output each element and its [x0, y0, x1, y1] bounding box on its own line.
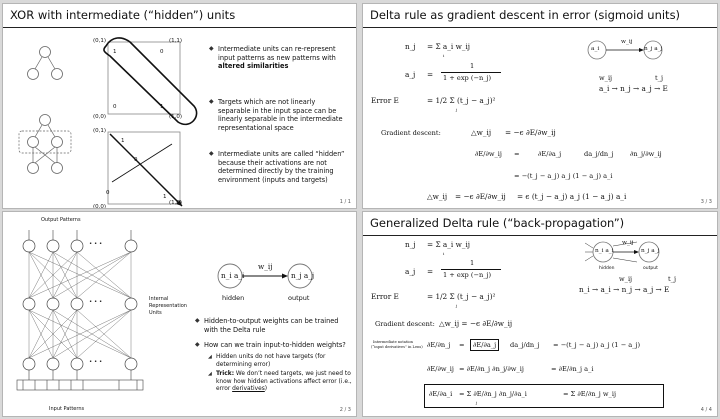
deriv-sigmoid: da_j/dn_j	[584, 150, 614, 158]
slide-xor-hidden-units[interactable]	[2, 3, 357, 209]
bullet-text: Intermediate units can re-represent input patterns as new patterns with	[218, 45, 336, 62]
eq-net-sum: Σ a_i w_ij	[435, 240, 471, 249]
xor-input-space-plot	[98, 32, 208, 112]
input-dots: • • •	[89, 359, 103, 365]
bullet-icon: ◆	[209, 150, 214, 157]
chain-e: E	[662, 84, 668, 93]
target-value: 0	[106, 190, 110, 196]
hidden-label: hidden	[599, 266, 615, 271]
r3-lhs: ∂E/∂a_i	[429, 390, 453, 398]
subbullet-icon: ◢	[208, 354, 212, 360]
eq-act-den: 1 + exp (−n_j)	[443, 74, 492, 82]
target-value: 1	[160, 104, 164, 110]
corner-label: (0,0)	[93, 204, 107, 209]
bullet-icon: ◆	[209, 45, 214, 52]
eq-err-sum: Σ (t_j − a_j)²	[449, 292, 496, 301]
output-label: output	[288, 294, 310, 302]
r2-mid: = ∂E/∂n_j ∂n_j/∂w_ij	[459, 365, 524, 373]
hidden-label: hidden	[222, 294, 245, 302]
unit-j: n_j a_j	[644, 46, 663, 52]
bullet-text: Hidden-to-output weights can be trained with the Delta rule	[204, 317, 339, 334]
weight-label: w_ij	[621, 39, 633, 45]
slide-hidden-training[interactable]	[2, 211, 357, 417]
corner-label: (1,1)	[169, 38, 183, 44]
chain-aj: a_j	[641, 84, 652, 93]
deriv-error: ∂E/∂a_j	[538, 150, 562, 158]
gd-rhs: = −ϵ ∂E/∂w_ij	[505, 128, 556, 137]
r1-box: ∂E/∂a_j	[470, 339, 499, 351]
chain-e: E	[663, 285, 670, 294]
eq-err-lhs: Error E	[371, 96, 399, 105]
final-lhs: △w_ij	[427, 192, 448, 201]
bullet-delta-rule	[195, 317, 352, 334]
final-mid: = −ϵ ∂E/∂w_ij	[455, 192, 506, 201]
eq-net-sum: Σ a_i w_ij	[435, 42, 471, 51]
subbullet-end: )	[264, 386, 268, 392]
eq-net-rhs: = Σ a_i w_ij	[427, 42, 471, 51]
r2-rhs: = ∂E/∂n_j a_i	[551, 365, 594, 373]
eq-act-eq: =	[427, 267, 434, 276]
target-value: 0	[113, 104, 117, 110]
eq-err-rhs: = 1/2 Σ (t_j − a_j)²	[427, 96, 496, 105]
gd-rhs: △w_ij = −ϵ ∂E/∂w_ij	[439, 319, 513, 328]
input-patterns-label: Input Patterns	[49, 406, 85, 412]
page-number: 2 / 3	[339, 407, 351, 413]
deriv-line2: = −(t_j − a_j) a_j (1 − a_j) a_i	[514, 172, 613, 180]
corner-label: (0,0)	[93, 114, 107, 120]
chain-ai: a_i	[600, 285, 611, 294]
bullet-icon: ◆	[195, 317, 200, 324]
output-label: output	[643, 266, 658, 271]
eq-act-num: 1	[470, 62, 475, 70]
r1-rhs: = −(t_j − a_j) a_j (1 − a_j)	[553, 341, 641, 349]
eq-err-sub: j	[456, 107, 458, 112]
chain-weight: w_ij	[619, 275, 633, 283]
chain-weight: w_ij	[599, 74, 613, 82]
subbullet-text: We don’t need targets, we just need to know how hidden activations affect error (i.e., error	[216, 371, 352, 392]
unit-i: n_i a_i	[595, 248, 614, 254]
gd-label: Gradient descent:	[375, 320, 435, 328]
gd-lhs: △w_ij	[471, 128, 492, 137]
eq-err-rhs: = 1/2 Σ (t_j − a_j)²	[427, 292, 496, 301]
bullet-train-question	[195, 341, 352, 350]
bullet-icon: ◆	[195, 341, 200, 348]
target-value: 0	[160, 49, 164, 55]
derivatives-link[interactable]: derivatives	[232, 386, 265, 392]
unit-j: n_j a_j	[641, 248, 660, 254]
subbullet-no-targets	[208, 354, 352, 369]
bullet-altered-similarities	[209, 45, 348, 71]
eq-net-lhs: n_j	[405, 240, 416, 249]
eq-err-sub: j	[456, 303, 458, 308]
subbullet-text: Hidden units do not have targets (for determining error)	[216, 354, 326, 368]
eq-net-sub: i	[443, 53, 445, 58]
slide-backprop[interactable]	[362, 211, 718, 417]
output-dots: • • •	[89, 241, 103, 247]
slide-title: XOR with intermediate (“hidden”) units	[3, 4, 356, 28]
eq-act-lhs: a_j	[405, 267, 416, 276]
bullet-text: How can we train input-to-hidden weights?	[204, 341, 346, 349]
slide-title: Delta rule as gradient descent in error (sigmoid units)	[363, 4, 717, 28]
hidden-dots: • • •	[89, 299, 103, 305]
eq-net-lhs: n_j	[405, 42, 416, 51]
target-value: 1	[163, 194, 167, 200]
deriv-total: ∂E/∂w_ij	[475, 150, 502, 158]
bullet-hidden-definition	[209, 150, 348, 184]
r1-eq: =	[459, 341, 465, 349]
unit-i: a_i	[591, 46, 600, 52]
corner-label: (0,1)	[93, 38, 107, 44]
slide-title: Generalized Delta rule (“back-propagation”)	[363, 212, 717, 236]
corner-label: (1,0)	[169, 200, 183, 206]
eq-net-rhs: = Σ a_i w_ij	[427, 240, 471, 249]
bullet-text: Targets which are not linearly separable in the input space can be linearly separable in the intermediate representational space	[218, 98, 343, 132]
chain-ni: n_i	[579, 285, 590, 294]
eq-act-eq: =	[427, 70, 434, 79]
eq-err-half: 1/2	[435, 292, 448, 301]
chain-nj: n_j	[621, 285, 633, 294]
chain-aj: a_j	[642, 285, 654, 294]
corner-label: (1,0)	[169, 114, 183, 120]
r2-lhs: ∂E/∂w_ij	[427, 365, 454, 373]
eq-err-lhs: Error E	[371, 292, 399, 301]
r1-mid: da_j/dn_j	[510, 341, 540, 349]
eq-act-num: 1	[470, 259, 475, 267]
representation-label: Representation	[149, 303, 187, 309]
chain-row: n_i → a_i → n_j → a_j → E	[579, 285, 670, 294]
page-number: 3 / 3	[700, 199, 712, 205]
corner-label: (0,1)	[93, 128, 107, 134]
r1-lhs: ∂E/∂n_j	[427, 341, 451, 349]
gd-label: Gradient descent:	[381, 129, 441, 137]
chain-row: a_i → n_j → a_j → E	[599, 84, 668, 93]
chain-target: t_j	[655, 74, 663, 82]
target-value: 1	[121, 138, 125, 144]
fraction-bar	[441, 269, 501, 270]
subbullet-emphasis: Trick:	[216, 371, 235, 377]
unit-j: n_j a_j	[291, 271, 315, 280]
page-number: 4 / 4	[700, 407, 712, 413]
simple-network-diagram	[20, 44, 80, 104]
page-number: 1 / 1	[339, 199, 351, 205]
internal-label: Internal	[149, 296, 169, 302]
r3-sub: j	[476, 400, 478, 405]
note-line1: Intermediate notation	[373, 340, 413, 344]
eq-act-lhs: a_j	[405, 70, 416, 79]
deriv-net: ∂n_j/∂w_ij	[630, 150, 662, 158]
final-rhs: = ϵ (t_j − a_j) a_j (1 − a_j) a_i	[517, 192, 627, 201]
fraction-bar	[441, 72, 501, 73]
r3-rhs: = Σ ∂E/∂n_j w_ij	[563, 390, 617, 398]
multilayer-network-figure	[11, 226, 161, 411]
target-value: 0	[134, 157, 138, 163]
chain-ai: a_i	[599, 84, 610, 93]
deriv-eq: =	[514, 150, 520, 158]
subbullet-trick	[208, 371, 352, 394]
bullet-emphasis: altered similarities	[218, 62, 289, 71]
hidden-space-plot	[98, 124, 208, 209]
eq-err-half: 1/2	[435, 96, 448, 105]
bullet-icon: ◆	[209, 98, 214, 105]
r3-mid: = Σ ∂E/∂n_j ∂n_j/∂a_i	[459, 390, 527, 398]
bullet-text: Intermediate units are called “hidden” because their activations are not determined directly by the training environment (inputs and targets)	[218, 150, 345, 184]
eq-act-den: 1 + exp (−n_j)	[443, 271, 492, 279]
weight-label: w_ij	[258, 262, 273, 271]
target-value: 1	[113, 49, 117, 55]
bullet-linear-separability	[209, 98, 348, 132]
subbullet-icon: ◢	[208, 371, 212, 377]
note-line2: (“input derivatives” in Lens)	[371, 345, 423, 349]
eq-err-sum: Σ (t_j − a_j)²	[449, 96, 496, 105]
weight-label: w_ij	[622, 240, 634, 246]
output-patterns-label: Output Patterns	[41, 217, 81, 223]
slide-delta-rule[interactable]	[362, 3, 718, 209]
unit-i: n_i a_i	[221, 271, 245, 280]
hidden-layer-network-diagram	[13, 112, 83, 202]
chain-target: t_j	[668, 275, 676, 283]
units-label: Units	[149, 310, 162, 316]
chain-nj: n_j	[620, 84, 631, 93]
eq-net-sub: i	[443, 251, 445, 256]
